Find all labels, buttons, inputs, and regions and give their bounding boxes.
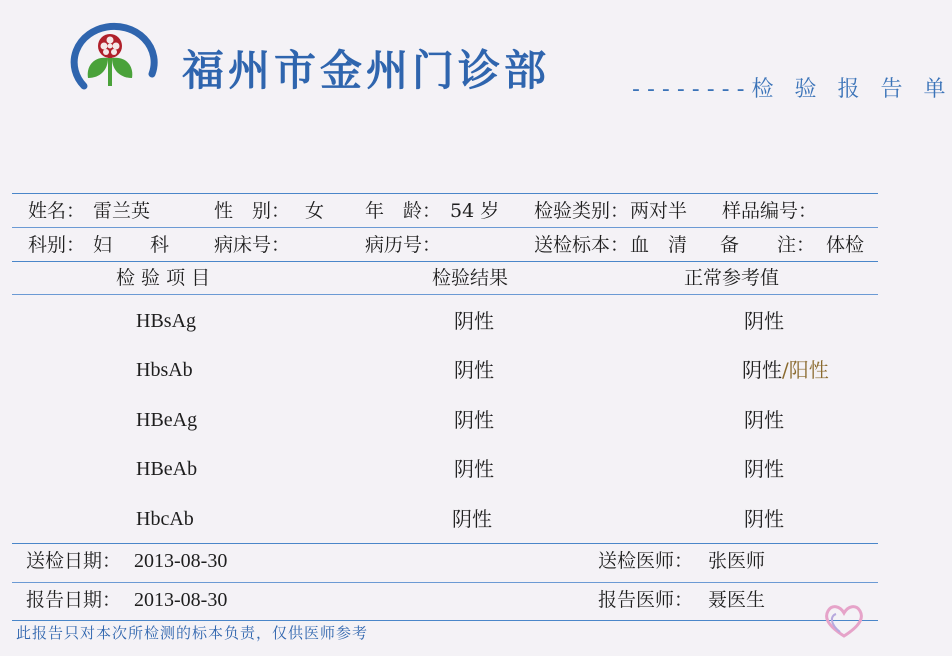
specimen-value: 血 清 [630, 234, 688, 256]
sample-number-label: 样品编号： [722, 200, 818, 222]
divider [12, 193, 878, 194]
divider [12, 582, 878, 583]
column-header-reference: 正常参考值 [684, 267, 780, 289]
divider [12, 294, 878, 295]
report-doctor-label: 报告医师： [598, 589, 694, 611]
remark-value: 体检 [826, 234, 865, 256]
disclaimer-text: 此报告只对本次所检测的标本负责，仅供医师参考 [16, 624, 369, 642]
clinic-flower-logo-icon [64, 16, 160, 98]
sex-label: 性 别： [214, 200, 291, 222]
test-item-name: HbcAb [136, 508, 194, 530]
test-result: 阴性 [454, 309, 494, 333]
divider [12, 543, 878, 544]
send-doctor-label: 送检医师： [598, 550, 694, 572]
reference-value: 阴性 [744, 309, 784, 333]
hospital-name: 福州市金州门诊部 [182, 46, 551, 95]
test-type-label: 检验类别： [534, 200, 630, 222]
report-date-label: 报告日期： [26, 589, 122, 611]
divider [12, 227, 878, 228]
bed-number-label: 病床号： [214, 234, 291, 256]
age-value: 54 岁 [450, 200, 500, 222]
test-item-name: HBeAb [136, 458, 198, 480]
reference-value [742, 360, 829, 380]
sex-value: 女 [305, 200, 325, 222]
department-label: 科别： [28, 234, 86, 256]
age-label: 年 龄： [365, 200, 442, 222]
send-date-label: 送检日期： [26, 550, 122, 572]
test-item-name: HBeAg [136, 409, 198, 431]
test-result: 阴性 [454, 358, 494, 382]
department-value: 妇 科 [93, 234, 170, 256]
specimen-label: 送检标本： [534, 234, 630, 256]
test-result: 阴性 [452, 507, 492, 531]
report-date-value: 2013-08-30 [134, 589, 228, 611]
remark-label: 备 注： [720, 234, 816, 256]
test-item-name: HBsAg [136, 310, 197, 332]
test-item-name: HbsAb [136, 359, 193, 381]
reference-value: 阴性 [744, 457, 784, 481]
test-result: 阴性 [454, 457, 494, 481]
test-type-value: 两对半 [630, 200, 688, 222]
name-value: 雷兰英 [93, 200, 151, 222]
send-doctor-value: 张医师 [708, 550, 766, 572]
divider [12, 261, 878, 262]
medical-record-label: 病历号： [365, 234, 442, 256]
test-result: 阴性 [454, 408, 494, 432]
report-doctor-value: 聂医生 [708, 589, 766, 611]
reference-value: 阴性 [744, 507, 784, 531]
divider [12, 620, 878, 621]
report-type-title: --------检 验 报 告 单 [632, 77, 952, 102]
column-header-result: 检验结果 [432, 267, 509, 289]
heart-watermark-icon [818, 598, 870, 642]
reference-value-positive: /阳性 [782, 358, 829, 382]
reference-value: 阴性 [744, 408, 784, 432]
send-date-value: 2013-08-30 [134, 550, 228, 572]
column-header-item: 检 验 项 目 [116, 267, 211, 289]
reference-value-negative: 阴性 [742, 358, 782, 382]
name-label: 姓名： [28, 200, 86, 222]
